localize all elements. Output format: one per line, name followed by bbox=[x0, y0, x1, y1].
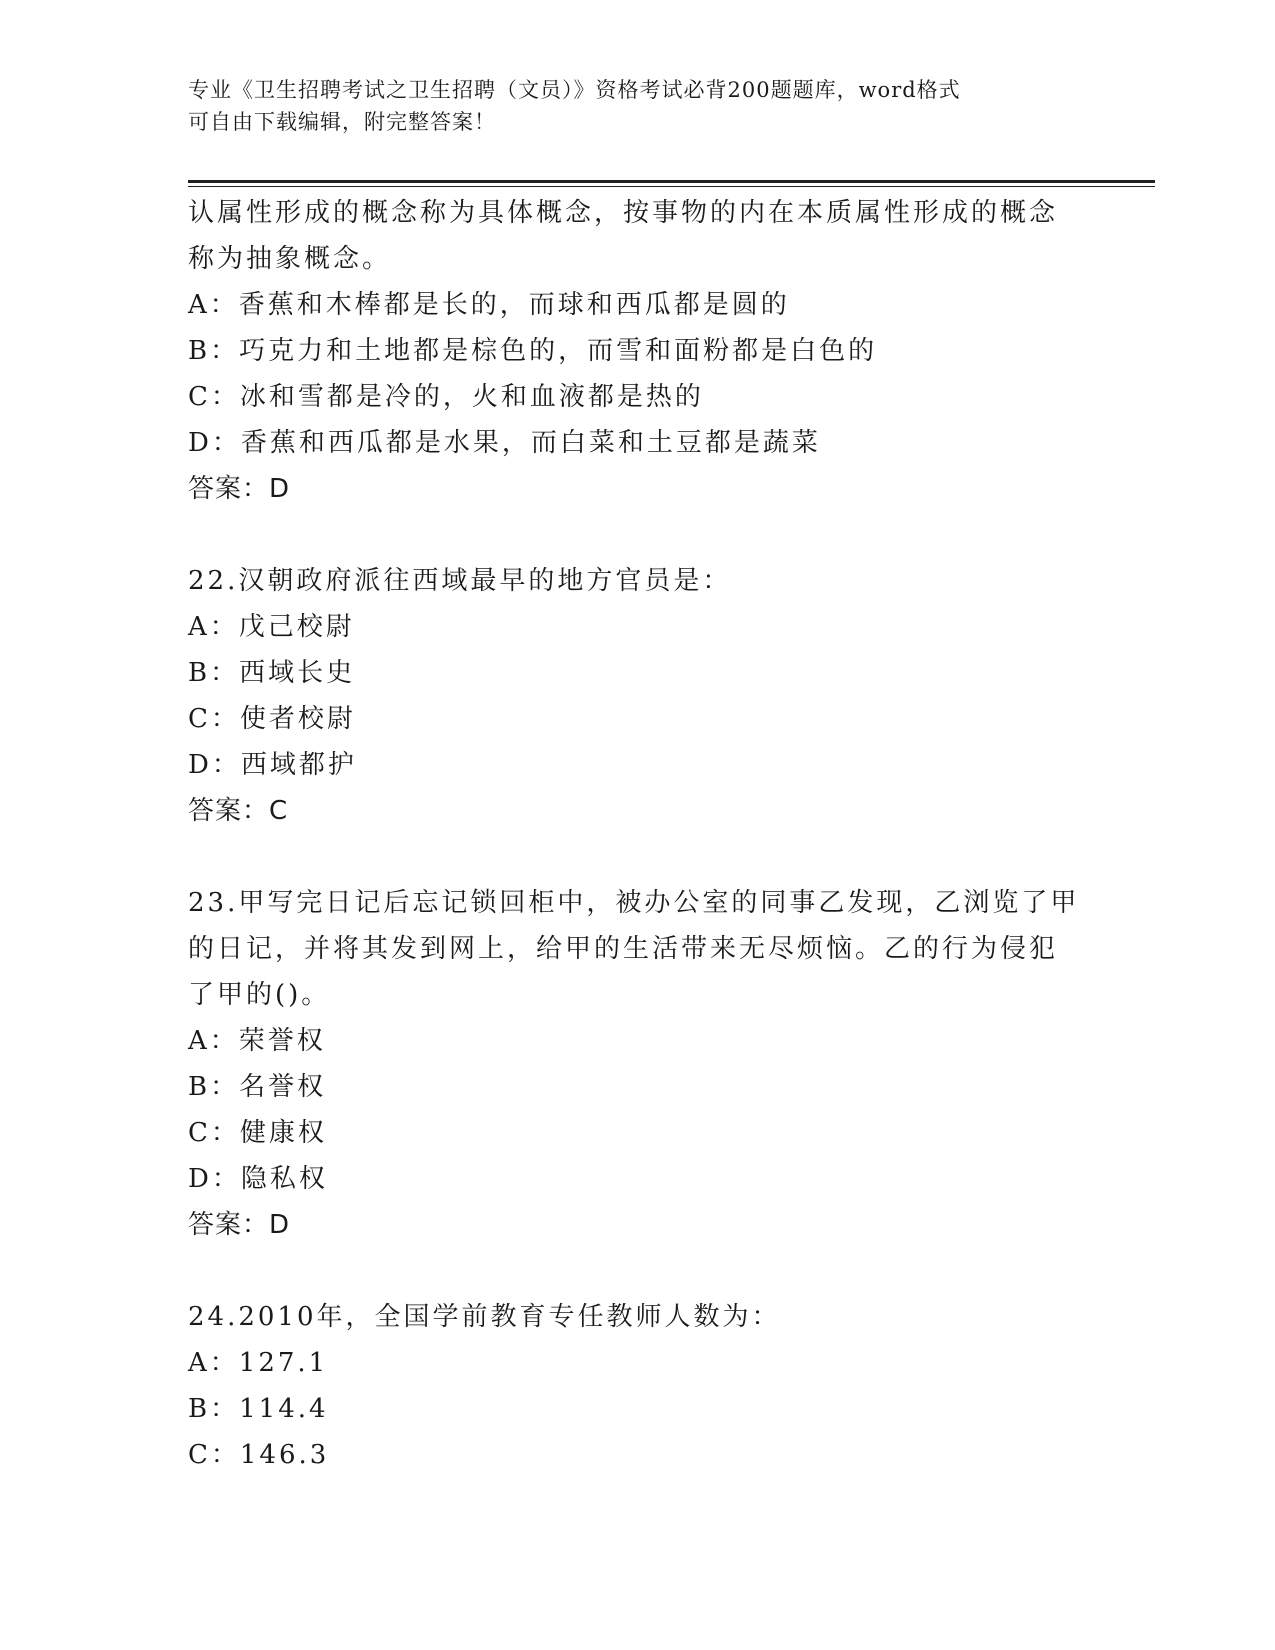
option-b: B：名誉权 bbox=[188, 1072, 327, 1102]
answer-line: 答案：D bbox=[188, 474, 291, 504]
option-d: D：西域都护 bbox=[188, 750, 357, 780]
question-stem-line: 的日记，并将其发到网上，给甲的生活带来无尽烦恼。乙的行为侵犯 bbox=[188, 934, 1059, 964]
option-a: A：香蕉和木棒都是长的，而球和西瓜都是圆的 bbox=[188, 290, 790, 320]
question-spacer bbox=[188, 1248, 1108, 1294]
option-b: B：西域长史 bbox=[188, 658, 356, 688]
option-c: C：健康权 bbox=[188, 1118, 327, 1148]
option-a: A：127.1 bbox=[188, 1348, 329, 1378]
option-a: A：荣誉权 bbox=[188, 1026, 326, 1056]
option-b: B：114.4 bbox=[188, 1394, 329, 1424]
question-stem-line: 了甲的()。 bbox=[188, 980, 331, 1010]
option-c: C：使者校尉 bbox=[188, 704, 356, 734]
option-c: C：冰和雪都是冷的，火和血液都是热的 bbox=[188, 382, 704, 412]
option-d: D：香蕉和西瓜都是水果，而白菜和土豆都是蔬菜 bbox=[188, 428, 821, 458]
option-b: B：巧克力和土地都是棕色的，而雪和面粉都是白色的 bbox=[188, 336, 878, 366]
question-stem-line: 22.汉朝政府派往西域最早的地方官员是： bbox=[188, 566, 732, 596]
answer-line: 答案：D bbox=[188, 1210, 291, 1240]
answer-line: 答案：C bbox=[188, 796, 289, 826]
question-list bbox=[188, 190, 1108, 1478]
question-24 bbox=[188, 1294, 1108, 1478]
header-divider-thick bbox=[188, 180, 1155, 183]
header-divider-thin bbox=[188, 186, 1155, 187]
question-23 bbox=[188, 880, 1108, 1248]
question-stem-line: 24.2010年，全国学前教育专任教师人数为： bbox=[188, 1302, 781, 1332]
question-stem-line: 23.甲写完日记后忘记锁回柜中，被办公室的同事乙发现，乙浏览了甲 bbox=[188, 888, 1080, 918]
option-d: D：隐私权 bbox=[188, 1164, 328, 1194]
option-a: A：戊己校尉 bbox=[188, 612, 355, 642]
question-stem-line: 认属性形成的概念称为具体概念，按事物的内在本质属性形成的概念 bbox=[188, 198, 1059, 228]
option-c: C：146.3 bbox=[188, 1440, 330, 1470]
header-title-line1: 专业《卫生招聘考试之卫生招聘（文员）》资格考试必背200题题库，word格式 bbox=[188, 78, 961, 102]
question-stem-line: 称为抽象概念。 bbox=[188, 244, 392, 274]
document-header bbox=[188, 74, 1088, 138]
question-spacer bbox=[188, 512, 1108, 558]
question-22 bbox=[188, 558, 1108, 834]
question-21 bbox=[188, 190, 1108, 512]
header-title-line2: 可自由下载编辑，附完整答案！ bbox=[188, 110, 496, 134]
question-spacer bbox=[188, 834, 1108, 880]
